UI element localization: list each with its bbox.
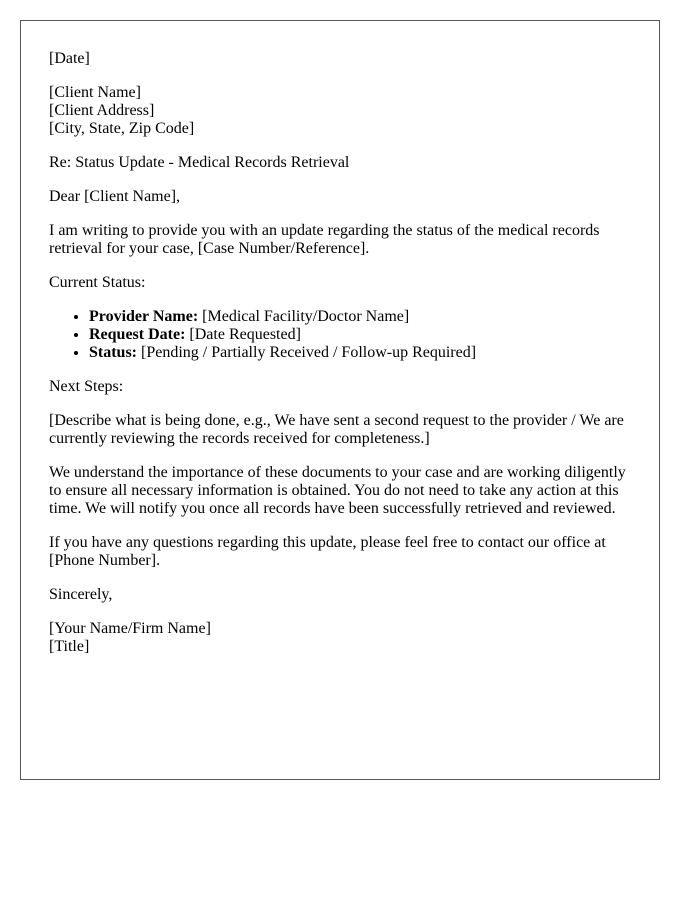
status-list [49,308,631,362]
status-item-value: [Medical Facility/Doctor Name] [202,308,410,325]
client-address: [Client Address] [49,102,155,119]
next-steps-paragraph: [Describe what is being done, e.g., We have sent a second request to the provider / We are currently reviewing the records received for completeness.] [49,412,624,447]
letter-date: [Date] [49,50,90,67]
letter-page [20,20,660,780]
salutation: Dear [Client Name], [49,188,181,205]
client-name: [Client Name] [49,84,141,101]
status-item-request-date [89,326,631,344]
signature-name: [Your Name/Firm Name] [49,620,211,637]
reassurance-paragraph: We understand the importance of these documents to your case and are working diligently to ensure all necessary information is obtained. You do not need to take any action at this time. We will notify you once all records have been successfully retrieved and reviewed. [49,464,626,517]
closing: Sincerely, [49,586,113,603]
status-item-status [89,344,631,362]
client-address-block [49,84,631,138]
next-steps-heading: Next Steps: [49,378,124,395]
current-status-heading: Current Status: [49,274,146,291]
status-item-label: Status: [89,344,138,361]
client-city-state-zip: [City, State, Zip Code] [49,120,195,137]
status-item-provider [89,308,631,326]
status-item-value: [Date Requested] [189,326,301,343]
subject-line: Re: Status Update - Medical Records Retrieval [49,154,350,171]
status-item-label: Request Date: [89,326,186,343]
signature-block [49,620,631,656]
signature-title: [Title] [49,638,90,655]
contact-paragraph: If you have any questions regarding this update, please feel free to contact our office at [Phone Number]. [49,534,606,569]
intro-paragraph: I am writing to provide you with an update regarding the status of the medical records retrieval for your case, [Case Number/Reference]. [49,222,600,257]
status-item-value: [Pending / Partially Received / Follow-up Required] [141,344,477,361]
status-item-label: Provider Name: [89,308,199,325]
